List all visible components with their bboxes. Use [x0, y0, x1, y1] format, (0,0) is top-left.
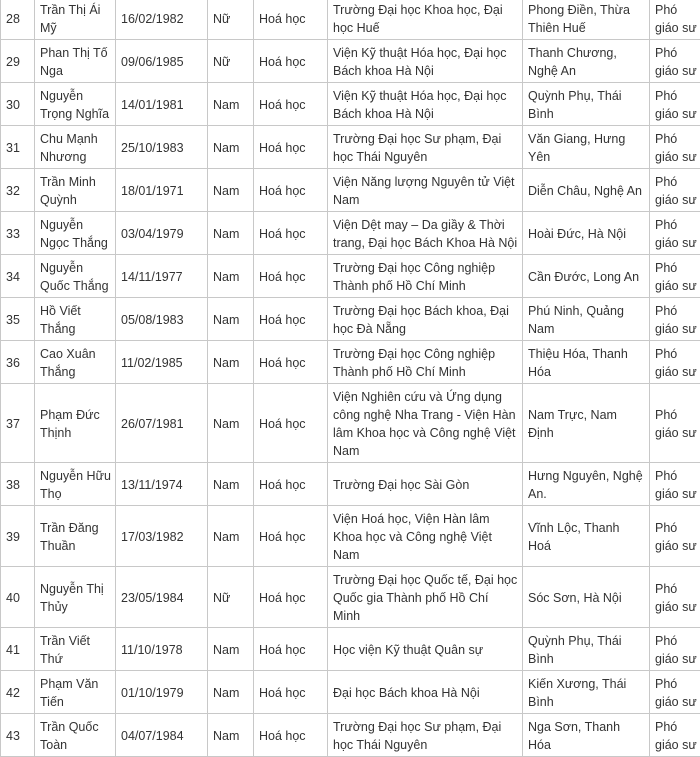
- full-name-cell: Trần Thị Ái Mỹ: [35, 0, 116, 40]
- institution-cell: Trường Đại học Bách khoa, Đại học Đà Nẵng: [328, 298, 523, 341]
- row-number-cell: 29: [1, 40, 35, 83]
- gender-cell: Nam: [208, 384, 254, 463]
- field-cell: Hoá học: [254, 0, 328, 40]
- full-name-cell: Phan Thị Tố Nga: [35, 40, 116, 83]
- row-number-cell: 32: [1, 169, 35, 212]
- field-cell: Hoá học: [254, 567, 328, 628]
- gender-cell: Nam: [208, 341, 254, 384]
- row-number-cell: 38: [1, 463, 35, 506]
- gender-cell: Nam: [208, 169, 254, 212]
- institution-cell: Trường Đại học Sài Gòn: [328, 463, 523, 506]
- hometown-cell: Văn Giang, Hưng Yên: [523, 126, 650, 169]
- birth-date-cell: 03/04/1979: [116, 212, 208, 255]
- gender-cell: Nam: [208, 126, 254, 169]
- field-cell: Hoá học: [254, 628, 328, 671]
- row-number-cell: 34: [1, 255, 35, 298]
- academic-title-cell: Phó giáo sư: [650, 298, 700, 341]
- birth-date-cell: 26/07/1981: [116, 384, 208, 463]
- full-name-cell: Phạm Đức Thịnh: [35, 384, 116, 463]
- hometown-cell: Phong Điền, Thừa Thiên Huế: [523, 0, 650, 40]
- hometown-cell: Thanh Chương, Nghệ An: [523, 40, 650, 83]
- institution-cell: Viện Nghiên cứu và Ứng dụng công nghệ Nha Trang - Viện Hàn lâm Khoa học và Công nghệ Việt Nam: [328, 384, 523, 463]
- gender-cell: Nam: [208, 83, 254, 126]
- field-cell: Hoá học: [254, 671, 328, 714]
- hometown-cell: Cần Đước, Long An: [523, 255, 650, 298]
- hometown-cell: Diễn Châu, Nghệ An: [523, 169, 650, 212]
- institution-cell: Viện Kỹ thuật Hóa học, Đại học Bách khoa Hà Nội: [328, 83, 523, 126]
- field-cell: Hoá học: [254, 126, 328, 169]
- institution-cell: Đại học Bách khoa Hà Nội: [328, 671, 523, 714]
- institution-cell: Trường Đại học Công nghiệp Thành phố Hồ Chí Minh: [328, 341, 523, 384]
- hometown-cell: Hưng Nguyên, Nghệ An.: [523, 463, 650, 506]
- institution-cell: Trường Đại học Công nghiệp Thành phố Hồ Chí Minh: [328, 255, 523, 298]
- table-row: [1, 714, 700, 757]
- birth-date-cell: 17/03/1982: [116, 506, 208, 567]
- table-row: [1, 255, 700, 298]
- hometown-cell: Phú Ninh, Quảng Nam: [523, 298, 650, 341]
- birth-date-cell: 11/02/1985: [116, 341, 208, 384]
- birth-date-cell: 09/06/1985: [116, 40, 208, 83]
- hometown-cell: Quỳnh Phụ, Thái Bình: [523, 83, 650, 126]
- gender-cell: Nam: [208, 298, 254, 341]
- full-name-cell: Nguyễn Trọng Nghĩa: [35, 83, 116, 126]
- table-row: [1, 212, 700, 255]
- academic-title-cell: Phó giáo sư: [650, 671, 700, 714]
- field-cell: Hoá học: [254, 341, 328, 384]
- table-row: [1, 567, 700, 628]
- academic-title-cell: Phó giáo sư: [650, 384, 700, 463]
- table-row: [1, 506, 700, 567]
- full-name-cell: Hồ Viết Thắng: [35, 298, 116, 341]
- academic-title-cell: Phó giáo sư: [650, 628, 700, 671]
- institution-cell: Viện Hoá học, Viện Hàn lâm Khoa học và Công nghệ Việt Nam: [328, 506, 523, 567]
- birth-date-cell: 14/01/1981: [116, 83, 208, 126]
- academic-title-cell: Phó giáo sư: [650, 126, 700, 169]
- institution-cell: Viện Kỹ thuật Hóa học, Đại học Bách khoa Hà Nội: [328, 40, 523, 83]
- birth-date-cell: 18/01/1971: [116, 169, 208, 212]
- table-row: [1, 341, 700, 384]
- institution-cell: Trường Đại học Quốc tế, Đại học Quốc gia Thành phố Hồ Chí Minh: [328, 567, 523, 628]
- hometown-cell: Nam Trực, Nam Định: [523, 384, 650, 463]
- academic-title-cell: Phó giáo sư: [650, 463, 700, 506]
- row-number-cell: 40: [1, 567, 35, 628]
- field-cell: Hoá học: [254, 714, 328, 757]
- academic-title-cell: Phó giáo sư: [650, 255, 700, 298]
- full-name-cell: Trần Minh Quỳnh: [35, 169, 116, 212]
- birth-date-cell: 25/10/1983: [116, 126, 208, 169]
- birth-date-cell: 23/05/1984: [116, 567, 208, 628]
- full-name-cell: Nguyễn Ngọc Thắng: [35, 212, 116, 255]
- row-number-cell: 33: [1, 212, 35, 255]
- table-row: [1, 671, 700, 714]
- gender-cell: Nữ: [208, 0, 254, 40]
- full-name-cell: Trần Quốc Toàn: [35, 714, 116, 757]
- birth-date-cell: 05/08/1983: [116, 298, 208, 341]
- row-number-cell: 37: [1, 384, 35, 463]
- birth-date-cell: 04/07/1984: [116, 714, 208, 757]
- table-row: [1, 169, 700, 212]
- institution-cell: Viện Dệt may – Da giầy & Thời trang, Đại học Bách Khoa Hà Nội: [328, 212, 523, 255]
- gender-cell: Nam: [208, 628, 254, 671]
- institution-cell: Trường Đại học Sư phạm, Đại học Thái Nguyên: [328, 714, 523, 757]
- gender-cell: Nữ: [208, 40, 254, 83]
- table-row: [1, 298, 700, 341]
- field-cell: Hoá học: [254, 506, 328, 567]
- academic-title-cell: Phó giáo sư: [650, 506, 700, 567]
- row-number-cell: 35: [1, 298, 35, 341]
- full-name-cell: Trần Viết Thứ: [35, 628, 116, 671]
- table-row: [1, 83, 700, 126]
- academic-title-cell: Phó giáo sư: [650, 40, 700, 83]
- full-name-cell: Cao Xuân Thắng: [35, 341, 116, 384]
- row-number-cell: 31: [1, 126, 35, 169]
- birth-date-cell: 11/10/1978: [116, 628, 208, 671]
- institution-cell: Trường Đại học Khoa học, Đại học Huế: [328, 0, 523, 40]
- table-row: [1, 384, 700, 463]
- academic-title-cell: Phó giáo sư: [650, 341, 700, 384]
- table-row: [1, 0, 700, 40]
- birth-date-cell: 01/10/1979: [116, 671, 208, 714]
- field-cell: Hoá học: [254, 83, 328, 126]
- field-cell: Hoá học: [254, 169, 328, 212]
- hometown-cell: Sóc Sơn, Hà Nội: [523, 567, 650, 628]
- gender-cell: Nam: [208, 212, 254, 255]
- full-name-cell: Nguyễn Quốc Thắng: [35, 255, 116, 298]
- academic-title-cell: Phó giáo sư: [650, 567, 700, 628]
- gender-cell: Nam: [208, 714, 254, 757]
- table-row: [1, 126, 700, 169]
- table-row: [1, 628, 700, 671]
- full-name-cell: Nguyễn Thị Thủy: [35, 567, 116, 628]
- full-name-cell: Nguyễn Hữu Thọ: [35, 463, 116, 506]
- field-cell: Hoá học: [254, 298, 328, 341]
- hometown-cell: Vĩnh Lộc, Thanh Hoá: [523, 506, 650, 567]
- table-body: [1, 0, 700, 757]
- institution-cell: Học viện Kỹ thuật Quân sự: [328, 628, 523, 671]
- row-number-cell: 41: [1, 628, 35, 671]
- academic-title-cell: Phó giáo sư: [650, 83, 700, 126]
- row-number-cell: 36: [1, 341, 35, 384]
- institution-cell: Trường Đại học Sư phạm, Đại học Thái Nguyên: [328, 126, 523, 169]
- field-cell: Hoá học: [254, 384, 328, 463]
- hometown-cell: Nga Sơn, Thanh Hóa: [523, 714, 650, 757]
- hometown-cell: Hoài Đức, Hà Nội: [523, 212, 650, 255]
- row-number-cell: 30: [1, 83, 35, 126]
- full-name-cell: Phạm Văn Tiến: [35, 671, 116, 714]
- row-number-cell: 43: [1, 714, 35, 757]
- full-name-cell: Trần Đăng Thuần: [35, 506, 116, 567]
- gender-cell: Nam: [208, 255, 254, 298]
- birth-date-cell: 16/02/1982: [116, 0, 208, 40]
- table-row: [1, 463, 700, 506]
- academic-title-cell: Phó giáo sư: [650, 169, 700, 212]
- academic-title-cell: Phó giáo sư: [650, 212, 700, 255]
- field-cell: Hoá học: [254, 40, 328, 83]
- row-number-cell: 39: [1, 506, 35, 567]
- table-row: [1, 40, 700, 83]
- row-number-cell: 42: [1, 671, 35, 714]
- gender-cell: Nam: [208, 671, 254, 714]
- hometown-cell: Thiệu Hóa, Thanh Hóa: [523, 341, 650, 384]
- field-cell: Hoá học: [254, 463, 328, 506]
- birth-date-cell: 13/11/1974: [116, 463, 208, 506]
- gender-cell: Nam: [208, 463, 254, 506]
- birth-date-cell: 14/11/1977: [116, 255, 208, 298]
- full-name-cell: Chu Mạnh Nhương: [35, 126, 116, 169]
- hometown-cell: Kiến Xương, Thái Bình: [523, 671, 650, 714]
- gender-cell: Nam: [208, 506, 254, 567]
- academic-title-cell: Phó giáo sư: [650, 0, 700, 40]
- academic-title-cell: Phó giáo sư: [650, 714, 700, 757]
- row-number-cell: 28: [1, 0, 35, 40]
- field-cell: Hoá học: [254, 255, 328, 298]
- institution-cell: Viện Năng lượng Nguyên tử Việt Nam: [328, 169, 523, 212]
- hometown-cell: Quỳnh Phụ, Thái Bình: [523, 628, 650, 671]
- gender-cell: Nữ: [208, 567, 254, 628]
- field-cell: Hoá học: [254, 212, 328, 255]
